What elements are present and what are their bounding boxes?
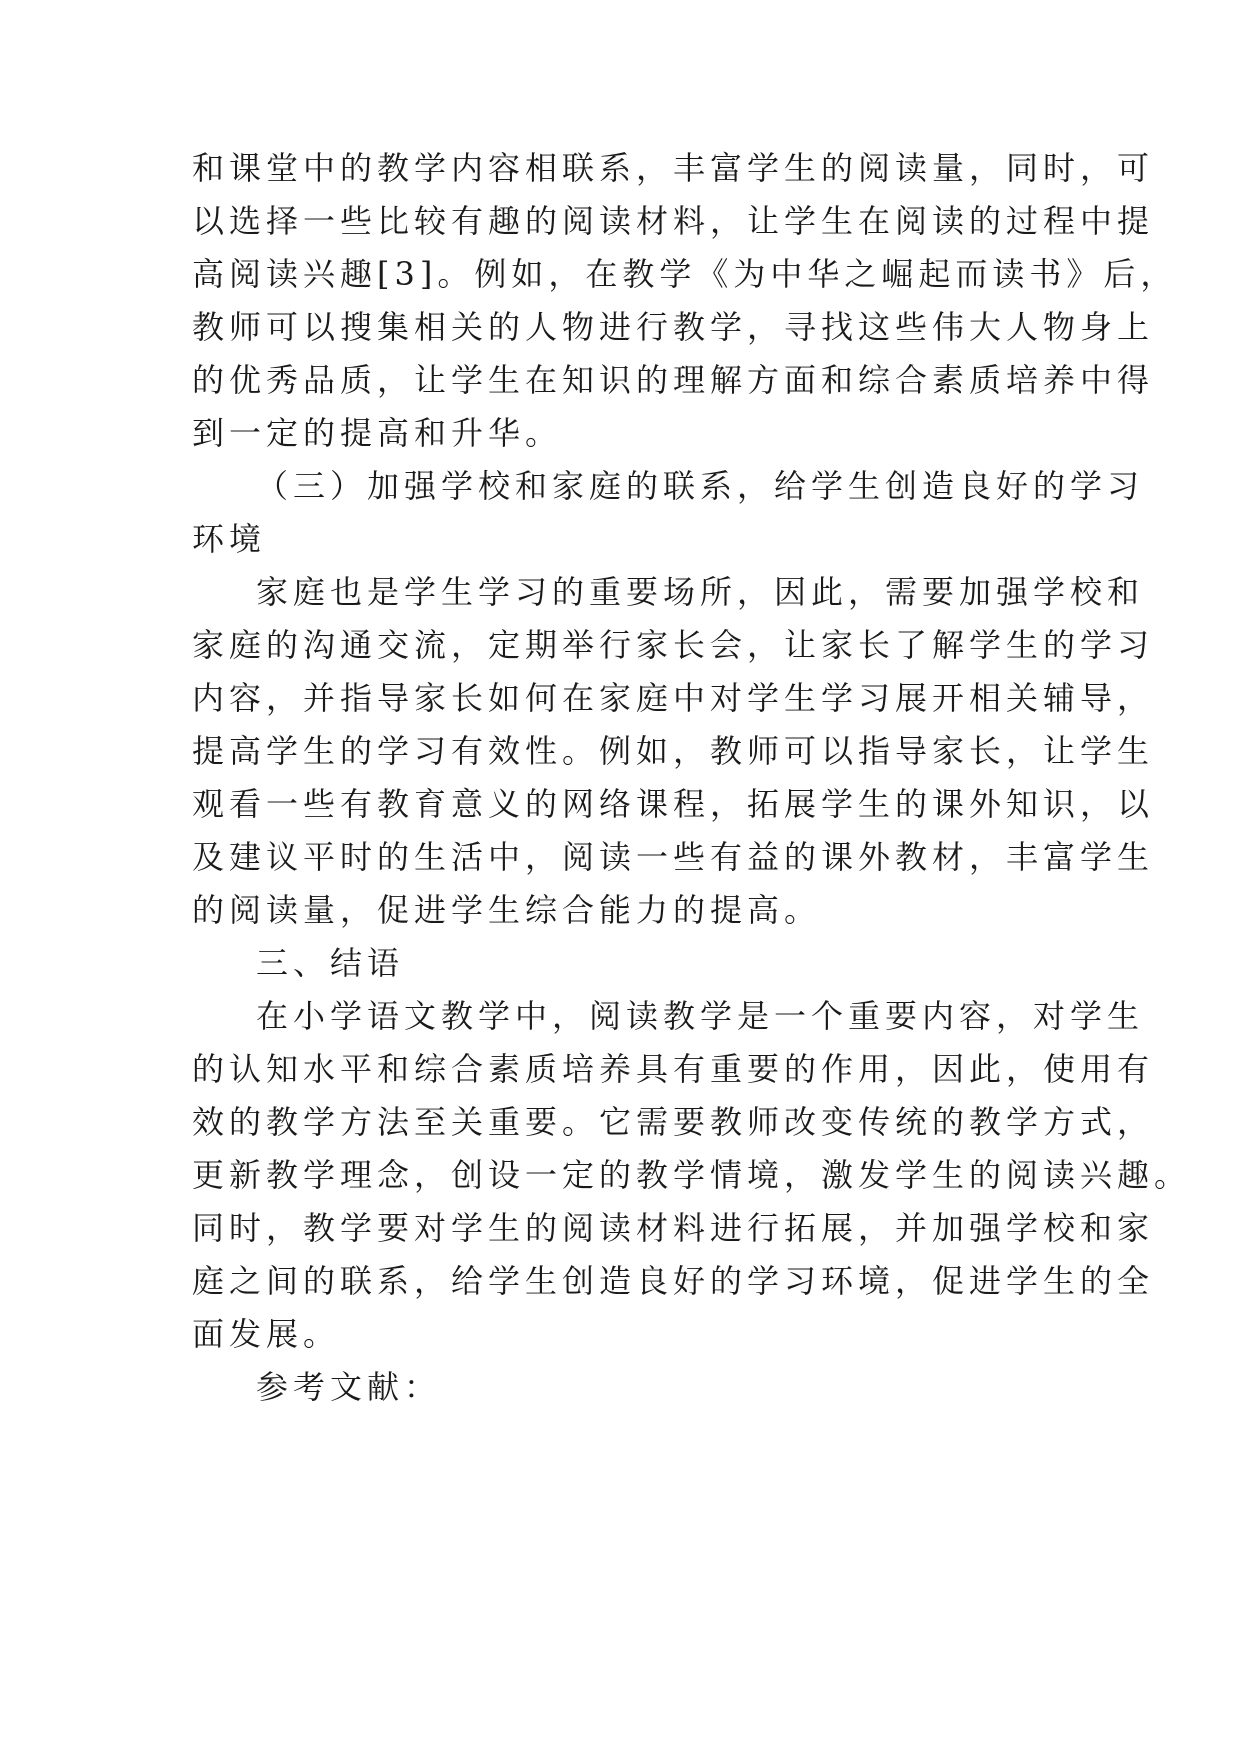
paragraph-line: 的阅读量，促进学生综合能力的提高。: [192, 891, 822, 929]
paragraph-line: 的认知水平和综合素质培养具有重要的作用，因此，使用有: [192, 1050, 1155, 1088]
paragraph-line: 面发展。: [192, 1315, 341, 1353]
paragraph-line: 提高学生的学习有效性。例如，教师可以指导家长，让学生: [192, 732, 1155, 770]
paragraph-line: 更新教学理念，创设一定的教学情境，激发学生的阅读兴趣。: [192, 1156, 1192, 1194]
paragraph-line: 教师可以搜集相关的人物进行教学，寻找这些伟大人物身上: [192, 308, 1155, 346]
paragraph-line: 及建议平时的生活中，阅读一些有益的课外教材，丰富学生: [192, 838, 1155, 876]
section-heading: 三、结语: [256, 944, 405, 982]
paragraph-line: 观看一些有教育意义的网络课程，拓展学生的课外知识，以: [192, 785, 1155, 823]
paragraph-line: 家庭也是学生学习的重要场所，因此，需要加强学校和: [256, 573, 1145, 611]
section-heading: （三）加强学校和家庭的联系，给学生创造良好的学习: [256, 467, 1145, 505]
paragraph-line: 庭之间的联系，给学生创造良好的学习环境，促进学生的全: [192, 1262, 1155, 1300]
paragraph-line: 和课堂中的教学内容相联系，丰富学生的阅读量，同时，可: [192, 149, 1155, 187]
paragraph-line: 内容，并指导家长如何在家庭中对学生学习展开相关辅导，: [192, 679, 1155, 717]
paragraph-line: 以选择一些比较有趣的阅读材料，让学生在阅读的过程中提: [192, 202, 1155, 240]
paragraph-line: 到一定的提高和升华。: [192, 414, 563, 452]
references-heading: 参考文献：: [256, 1368, 442, 1406]
paragraph-line: 在小学语文教学中，阅读教学是一个重要内容，对学生: [256, 997, 1145, 1035]
paragraph-line: 同时，教学要对学生的阅读材料进行拓展，并加强学校和家: [192, 1209, 1155, 1247]
paragraph-line: 效的教学方法至关重要。它需要教师改变传统的教学方式，: [192, 1103, 1155, 1141]
paragraph-line: 的优秀品质，让学生在知识的理解方面和综合素质培养中得: [192, 361, 1155, 399]
paragraph-line: 高阅读兴趣[3]。例如，在教学《为中华之崛起而读书》后，: [192, 255, 1178, 293]
section-heading: 环境: [192, 520, 267, 558]
paragraph-line: 家庭的沟通交流，定期举行家长会，让家长了解学生的学习: [192, 626, 1155, 664]
